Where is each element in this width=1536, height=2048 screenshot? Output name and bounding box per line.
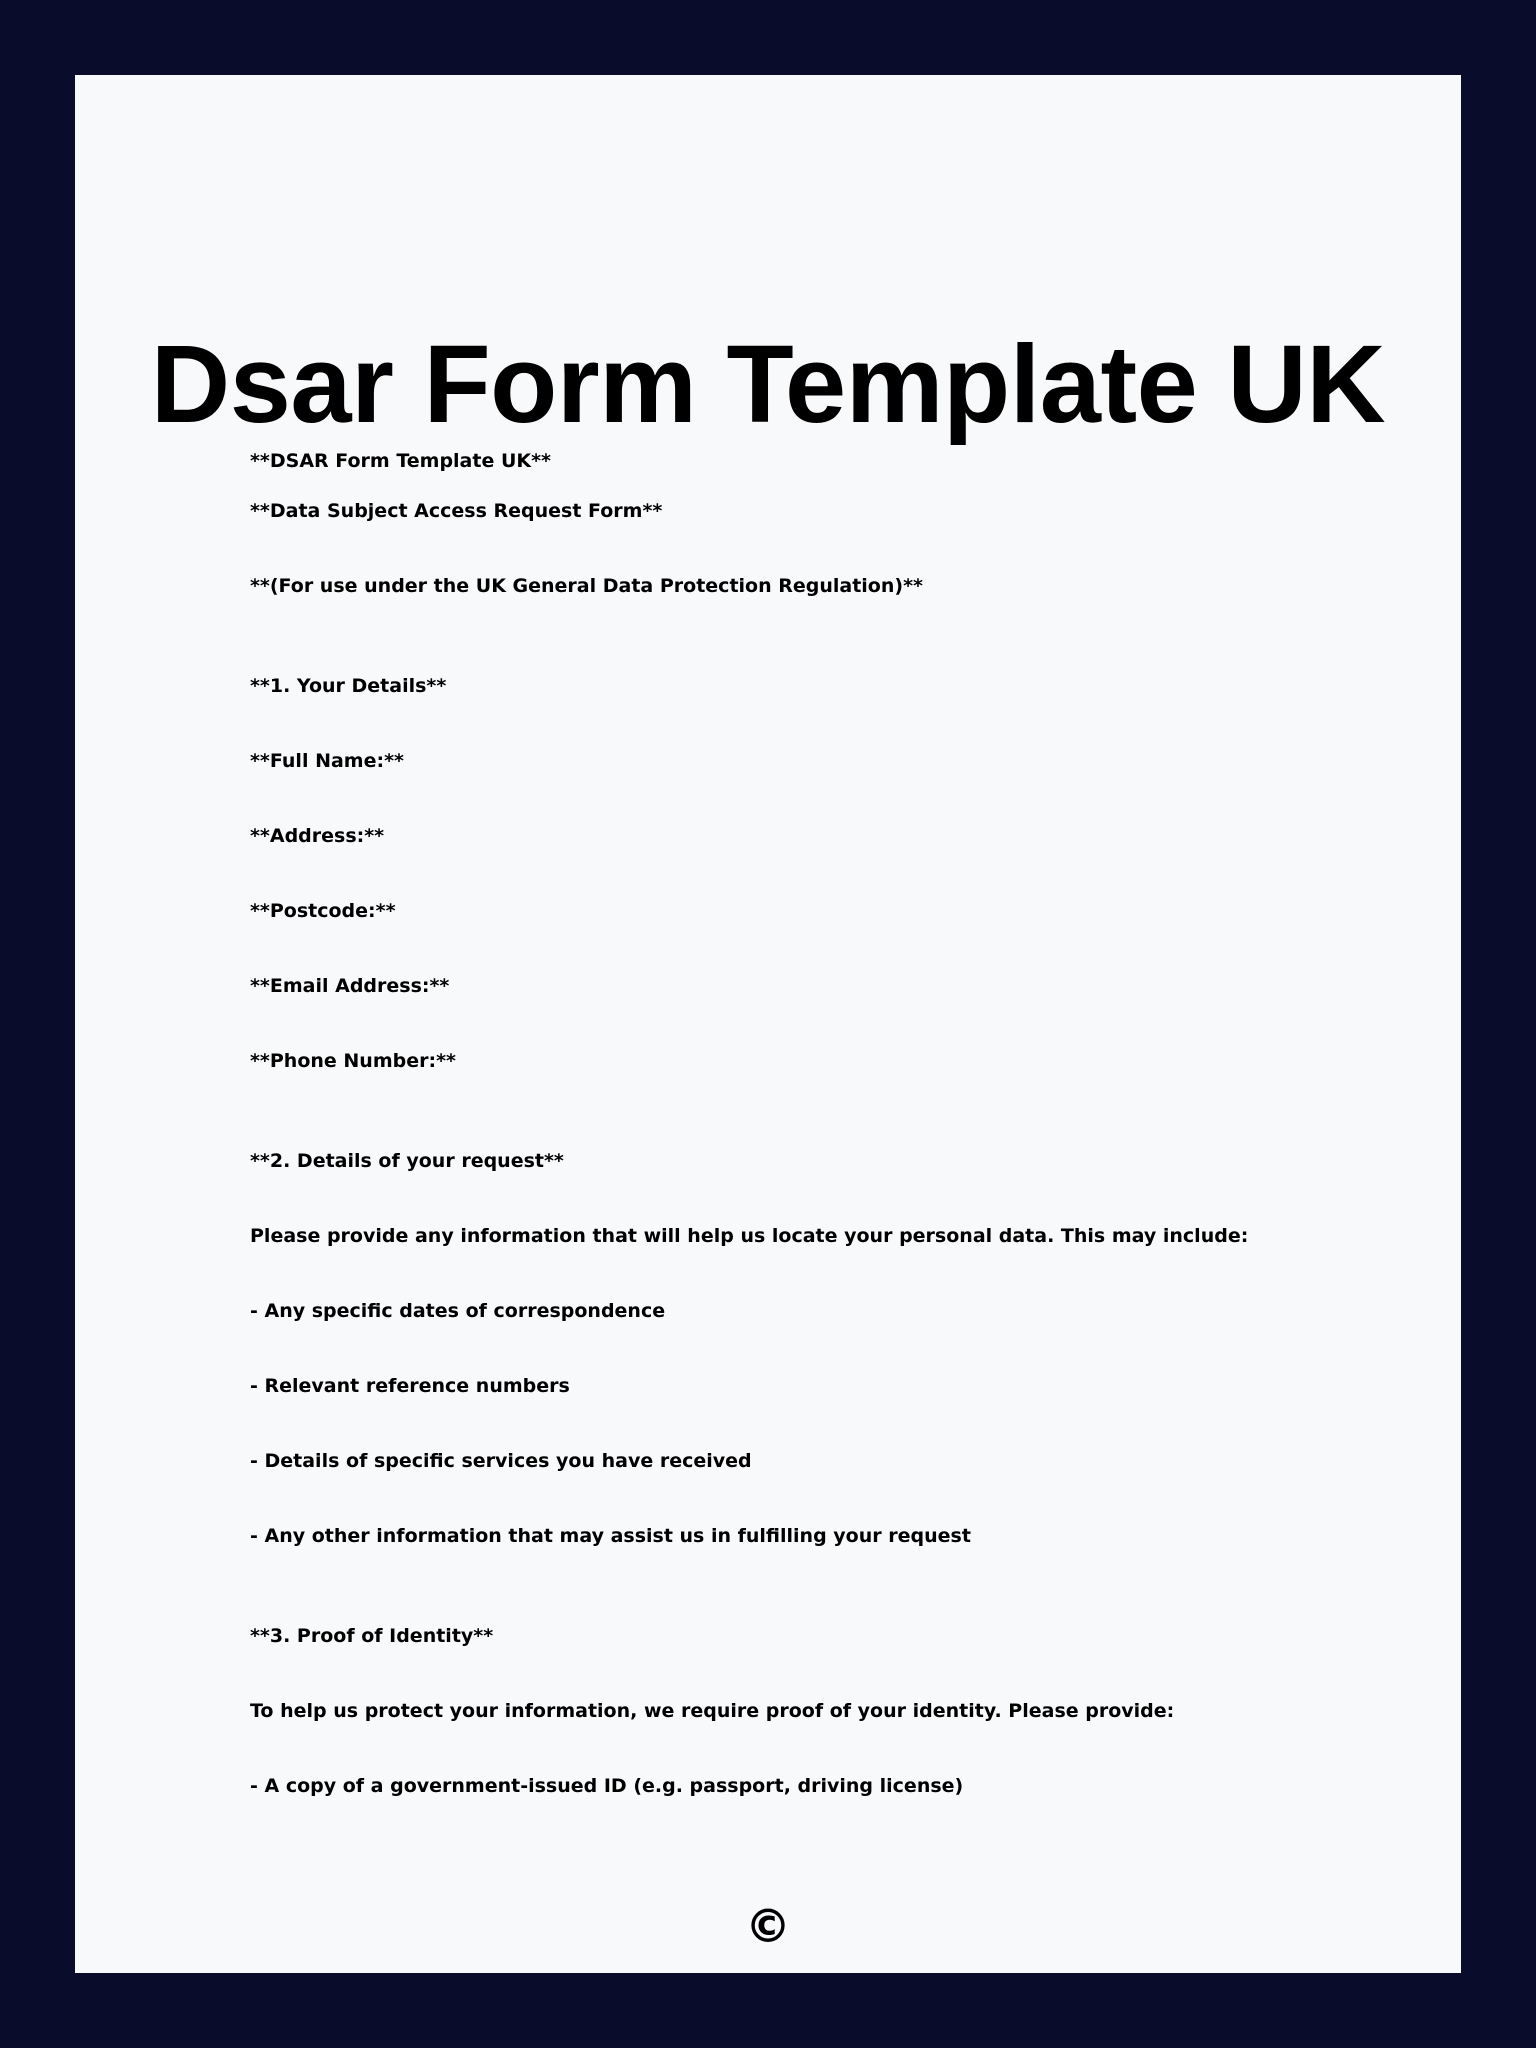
- list-item: - Details of specific services you have received: [250, 1450, 752, 1472]
- field-label-full-name: **Full Name:**: [250, 750, 404, 772]
- doc-heading: **DSAR Form Template UK**: [250, 450, 551, 472]
- form-subtitle: **(For use under the UK General Data Protection Regulation)**: [250, 575, 923, 597]
- field-label-address: **Address:**: [250, 825, 385, 847]
- section-heading-request-details: **2. Details of your request**: [250, 1150, 564, 1172]
- field-label-postcode: **Postcode:**: [250, 900, 396, 922]
- field-label-email-address: **Email Address:**: [250, 975, 450, 997]
- form-title: **Data Subject Access Request Form**: [250, 500, 663, 522]
- list-item: - A copy of a government-issued ID (e.g. passport, driving license): [250, 1775, 964, 1797]
- document-page: [75, 75, 1461, 1973]
- field-label-phone-number: **Phone Number:**: [250, 1050, 456, 1072]
- identity-instructions: To help us protect your information, we require proof of your identity. Please provide:: [250, 1700, 1175, 1722]
- section-heading-your-details: **1. Your Details**: [250, 675, 447, 697]
- page-title: Dsar Form Template UK: [150, 323, 1386, 446]
- list-item: - Relevant reference numbers: [250, 1375, 570, 1397]
- request-instructions: Please provide any information that will help us locate your personal data. This may include:: [250, 1225, 1249, 1247]
- section-heading-proof-of-identity: **3. Proof of Identity**: [250, 1625, 494, 1647]
- copyright-icon: ©: [745, 1899, 791, 1953]
- list-item: - Any other information that may assist us in fulfilling your request: [250, 1525, 971, 1547]
- list-item: - Any specific dates of correspondence: [250, 1300, 666, 1322]
